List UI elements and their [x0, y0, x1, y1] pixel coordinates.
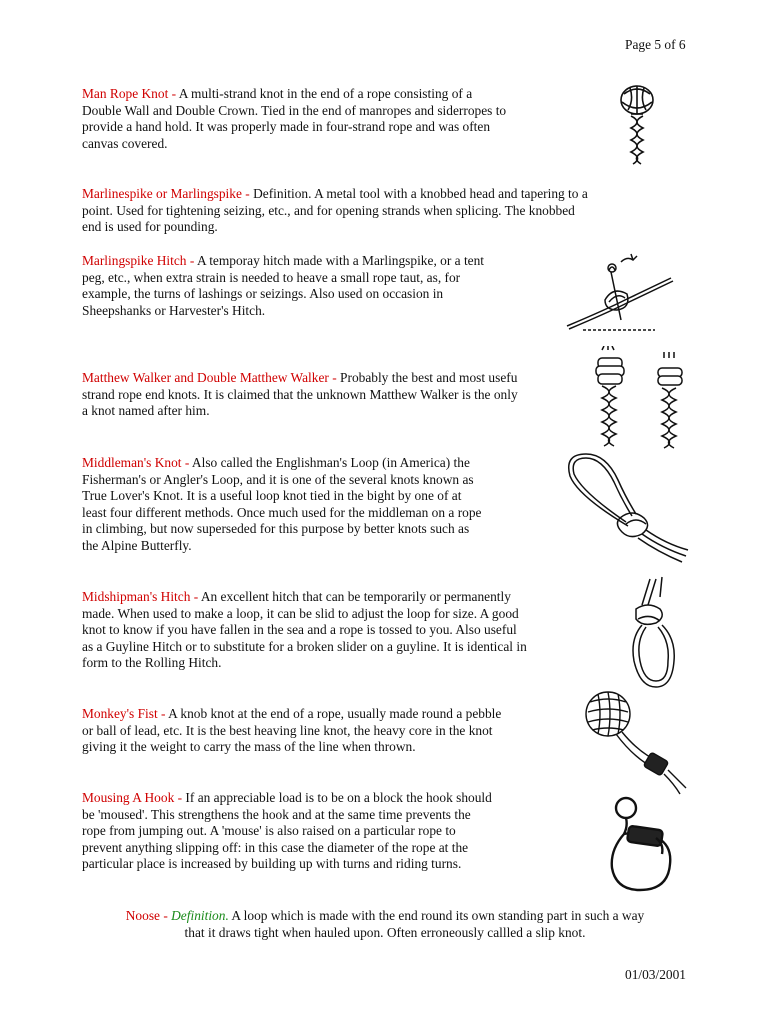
footer-date: 01/03/2001	[625, 967, 687, 982]
entry-definition: Also called the Englishman's Loop (in America) the Fisherman's or Angler's Loop, and it is one of the several knots known as True Lover's Knot. It is a useful loop knot tied in the bight by one of at least four different methods. Once much used for the middleman on a rope in climbing, but now superseded for this purpose by better knots such as the Alpine Butterfly.	[82, 455, 482, 553]
entry-text: Man Rope Knot - A multi-strand knot in the end of a rope consisting of a Double Wall and Double Crown. Tied in the end of manropes and siderropes to provide a hand hold. It was properly made in four-strand rope and was often canvas covered.	[82, 86, 507, 151]
entry-marlingspike-hitch	[82, 253, 484, 319]
entry-text: Midshipman's Hitch - An excellent hitch that can be temporarily or permanently made. When used to make a loop, it can be slid to adjust the loop for size. A good knot to know if you have fallen in the sea and a rope is tossed to you. Also useful as a Guyline Hitch or to substitute for a broken slider on a guyline. It is identical in form to the Rolling Hitch.	[82, 589, 527, 671]
entry-mousing-a-hook	[82, 790, 492, 873]
entry-matthew-walker	[82, 370, 518, 420]
monkeys-fist-illustration	[580, 688, 690, 796]
entry-definition: Definition. A metal tool with a knobbed head and tapering to a point. Used for tightening seizing, etc., and for opening strands when splicing. The knobbed end is used for pounding.	[82, 186, 588, 235]
entry-term: Man Rope Knot	[82, 86, 169, 101]
middlemans-knot-illustration	[562, 452, 692, 564]
midshipmans-hitch-illustration	[620, 575, 684, 693]
man-rope-knot-illustration	[612, 80, 662, 166]
entry-midshipmans-hitch	[82, 589, 527, 672]
entry-man-rope-knot	[82, 86, 506, 152]
marlingspike-hitch-illustration	[565, 252, 675, 334]
mousing-a-hook-illustration	[606, 794, 684, 894]
page-number: Page 5 of 6	[625, 37, 686, 52]
entry-text: Marlingspike Hitch - A temporay hitch made with a Marlingspike, or a tent peg, etc., when extra strain is needed to heave a small rope taut, as, for example, the turns of lashings or seizings. Also used on occasion in Sheepshanks or Harvester's Hitch.	[82, 253, 485, 318]
entry-definition: Probably the best and most usefu strand rope end knots. It is claimed that the unknown Matthew Walker is the only a knot named after him.	[82, 370, 518, 419]
entry-definition: A temporay hitch made with a Marlingspike, or a tent peg, etc., when extra strain is needed to heave a small rope taut, as, for example, the turns of lashings or seizings. Also used on occasion in Sheepshanks or Harvester's Hitch.	[82, 253, 485, 318]
entry-term: Marlinespike or Marlingspike	[82, 186, 242, 201]
entry-middlemans-knot	[82, 455, 482, 555]
entry-text: Matthew Walker and Double Matthew Walker - Probably the best and most usefu strand rope end knots. It is claimed that the unknown Matthew Walker is the only a knot named after him.	[82, 370, 518, 419]
matthew-walker-illustration	[592, 346, 692, 450]
noose-definition: A loop which is made with the end round its own standing part in such a way that it draws tight when hauled upon. Often erroneously callled a slip knot.	[184, 908, 645, 940]
entry-term: Marlingspike Hitch	[82, 253, 187, 268]
entry-term: Midshipman's Hitch	[82, 589, 191, 604]
entry-noose: Noose - Definition. A loop which is made with the end round its own standing part in such a way that it draws tight when hauled upon. Often erroneously callled a slip knot.	[125, 908, 645, 940]
entry-text: Mousing A Hook - If an appreciable load is to be on a block the hook should be 'moused'. This strengthens the hook and at the same time prevents the rope from jumping out. A 'mouse' is also raised on a particular rope to prevent anything slipping off: in this case the diameter of the rope at the particular place is increased by building up with turns and riding turns.	[82, 790, 492, 872]
entry-definition: An excellent hitch that can be temporarily or permanently made. When used to make a loop, it can be slid to adjust the loop for size. A good knot to know if you have fallen in the sea and a rope is tossed to you. Also useful as a Guyline Hitch or to substitute for a broken slider on a guyline. It is identical in form to the Rolling Hitch.	[82, 589, 527, 671]
entry-term: Mousing A Hook	[82, 790, 175, 805]
entry-text: Marlinespike or Marlingspike - Definition. A metal tool with a knobbed head and tapering to a point. Used for tightening seizing, etc., and for opening strands when splicing. The knobbed end is used for pounding.	[82, 186, 588, 235]
noose-definition-label: Definition.	[171, 908, 229, 923]
entry-monkeys-fist	[82, 706, 501, 756]
entry-term: Matthew Walker and Double Matthew Walker	[82, 370, 329, 385]
entry-definition: If an appreciable load is to be on a block the hook should be 'moused'. This strengthens the hook and at the same time prevents the rope from jumping out. A 'mouse' is also raised on a particular rope to prevent anything slipping off: in this case the diameter of the rope at the particular place is increased by building up with turns and riding turns.	[82, 790, 492, 872]
entry-definition: A multi-strand knot in the end of a rope consisting of a Double Wall and Double Crown. Tied in the end of manropes and siderropes to provide a hand hold. It was properly made in four-strand rope and was often canvas covered.	[82, 86, 507, 151]
entry-text: Monkey's Fist - A knob knot at the end of a rope, usually made round a pebble or ball of lead, etc. It is the best heaving line knot, the heavy core in the knot giving it the weight to carry the mass of the line when thrown.	[82, 706, 502, 755]
noose-term: Noose	[125, 908, 160, 923]
entry-term: Monkey's Fist	[82, 706, 158, 721]
entry-text: Middleman's Knot - Also called the Englishman's Loop (in America) the Fisherman's or Angler's Loop, and it is one of the several knots known as True Lover's Knot. It is a useful loop knot tied in the bight by one of at least four different methods. Once much used for the middleman on a rope in climbing, but now superseded for this purpose by better knots such as the Alpine Butterfly.	[82, 455, 482, 553]
entry-definition: A knob knot at the end of a rope, usually made round a pebble or ball of lead, etc. It is the best heaving line knot, the heavy core in the knot giving it the weight to carry the mass of the line when thrown.	[82, 706, 502, 755]
entry-marlinespike	[82, 186, 588, 236]
entry-term: Middleman's Knot	[82, 455, 182, 470]
